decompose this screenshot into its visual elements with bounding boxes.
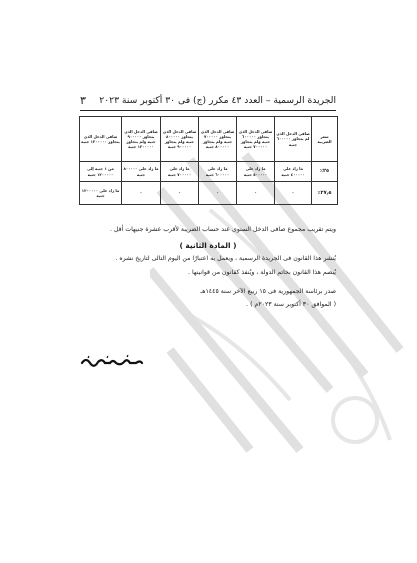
table-cell: من ١ جنيه إلى ١٢٠٠٠٠٠ جنيه xyxy=(80,162,122,182)
publish-paragraph: يُنشر هذا القانون فى الجريدة الرسمية ، ويعمل به اعتبارًا من اليوم التالى لتاريخ نشره . xyxy=(115,255,336,262)
table-header-cell: صافى الدخل الذى لم يتجاوز ٦٠٠٠٠٠ جنيه xyxy=(275,117,312,162)
table-cell: - xyxy=(237,182,275,205)
table-cell: ٢٥٪ xyxy=(312,162,338,182)
tax-brackets-table xyxy=(79,116,338,205)
corresponding-date: ( الموافق ٣٠ أكتوبر سنة ٢٠٢٣م ) . xyxy=(246,301,336,308)
table-cell: - xyxy=(199,182,237,205)
table-cell: ما زاد على ٦٠٠٠٠٠ جنيه xyxy=(199,162,237,182)
table-row xyxy=(80,162,338,182)
table-cell: - xyxy=(275,182,312,205)
table-header-row xyxy=(80,117,338,162)
table-header-cell: صافى الدخل الذى يتجاوز ١٢٠٠٠٠٠ جنيه xyxy=(80,117,122,162)
table-cell: ٢٧٫٥٪ xyxy=(312,182,338,205)
table-header-cell: سعر الضريبة xyxy=(312,117,338,162)
rounding-paragraph: ويتم تقريب مجموع صافى الدخل السنوى عند حساب الضريبة لأقرب عشرة جنيهات أقل . xyxy=(110,226,336,233)
issued-paragraph: صدر برئاسة الجمهورية فى ١٥ ربيع الآخر سنة ١٤٤٥هـ xyxy=(200,288,336,295)
table-cell: - xyxy=(122,182,161,205)
header-title: الجريدة الرسمية – العدد ٤٣ مكرر (ج) فى ٣٠ أكتوبر سنة ٢٠٢٣ xyxy=(99,94,336,106)
president-signature xyxy=(80,353,144,367)
table-cell: ما زاد على ٨٠٠٠٠٠ جنيه xyxy=(122,162,161,182)
page-header xyxy=(80,92,336,108)
table-row xyxy=(80,182,338,205)
table-header-cell: صافى الدخل الذى يتجاوز ٦٠٠٠٠٠ جنيه ولم يتجاوز ٧٠٠٠٠٠ جنيه xyxy=(237,117,275,162)
table-cell: ما زاد على ٤٠٠٠٠٠ جنيه xyxy=(275,162,312,182)
seal-paragraph: يُبصم هذا القانون بخاتم الدولة ، ويُنفذ كقانون من قوانينها . xyxy=(188,269,336,276)
table-cell: ما زاد على ٥٠٠٠٠٠ جنيه xyxy=(237,162,275,182)
header-rule xyxy=(80,110,336,111)
table-cell: - xyxy=(161,182,199,205)
table-cell: ما زاد على ٧٠٠٠٠٠ جنيه xyxy=(161,162,199,182)
article-title: ( المادة الثانية ) xyxy=(179,241,237,250)
table-header-cell: صافى الدخل الذى يتجاوز ٨٠٠٠٠٠ جنيه ولم يتجاوز ٩٠٠٠٠٠ جنيه xyxy=(161,117,199,162)
page-number: ٣ xyxy=(80,93,86,107)
table-header-cell: صافى الدخل الذى يتجاوز ٧٠٠٠٠٠ جنيه ولم يتجاوز ٨٠٠٠٠٠ جنيه xyxy=(199,117,237,162)
table-cell: ما زاد على ١٢٠٠٠٠٠ جنيه xyxy=(80,182,122,205)
table-header-cell: صافى الدخل الذى يتجاوز ٩٠٠٠٠٠ جنيه ولم يتجاوز ١٢٠٠٠٠٠ جنيه xyxy=(122,117,161,162)
